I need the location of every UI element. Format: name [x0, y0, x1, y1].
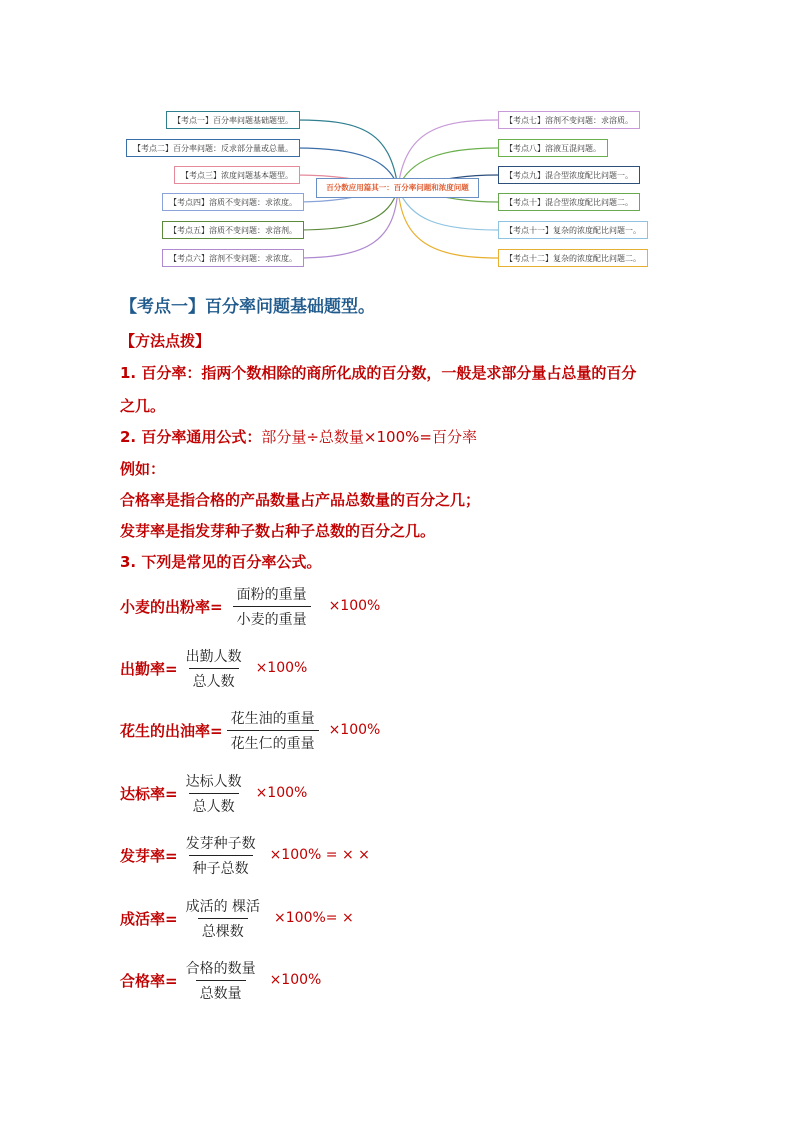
numerator: 发芽种子数	[185, 835, 256, 852]
point-1-line-2: 之几。	[120, 397, 166, 415]
mindmap-center-node: 百分数应用篇其一：百分率问题和浓度问题	[316, 178, 479, 198]
mindmap-node-left-5: 【考点五】溶质不变问题：求溶剂。	[162, 221, 304, 239]
formula-label: 合格率=	[120, 971, 178, 990]
example-label: 例如：	[120, 460, 166, 478]
mindmap-node-left-3: 【考点三】浓度问题基本题型。	[174, 166, 300, 184]
formula-label: 达标率=	[120, 784, 178, 803]
point-2-prefix: 2. 百分率通用公式：	[120, 428, 262, 446]
mindmap-node-right-6: 【考点十二】复杂的浓度配比问题二。	[498, 249, 648, 267]
formula-survival-rate	[120, 896, 354, 940]
formula-tail: ×100%	[255, 785, 308, 801]
mindmap-node-left-4: 【考点四】溶质不变问题：求浓度。	[162, 193, 304, 211]
point-1-line-1: 1. 百分率：指两个数相除的商所化成的百分数，一般是求部分量占总量的百分	[120, 364, 637, 382]
example-1: 合格率是指合格的产品数量占产品总数量的百分之几；	[120, 491, 481, 509]
fraction	[182, 646, 246, 691]
mindmap-node-left-2: 【考点二】百分率问题：反求部分量或总量。	[126, 139, 300, 157]
formula-standard-rate	[120, 771, 307, 815]
numerator: 合格的数量	[185, 960, 256, 977]
branch-line-right-6	[398, 188, 498, 258]
formula-label: 成活率=	[120, 909, 178, 928]
numerator: 花生油的重量	[230, 710, 315, 727]
fraction	[182, 833, 260, 878]
denominator: 总数量	[196, 980, 246, 1003]
numerator: 达标人数	[185, 773, 242, 790]
numerator: 面粉的重量	[236, 586, 307, 603]
mindmap-node-right-2: 【考点八】溶液互混问题。	[498, 139, 608, 157]
mindmap-node-right-4: 【考点十】混合型浓度配比问题二。	[498, 193, 640, 211]
denominator: 总人数	[189, 793, 239, 816]
denominator: 花生仁的重量	[227, 730, 319, 753]
mindmap-node-right-1: 【考点七】溶剂不变问题：求溶质。	[498, 111, 640, 129]
formula-tail: ×100%	[328, 598, 381, 614]
mindmap-node-left-1: 【考点一】百分率问题基础题型。	[166, 111, 300, 129]
mindmap-node-left-6: 【考点六】溶剂不变问题：求浓度。	[162, 249, 304, 267]
formula-label: 花生的出油率=	[120, 721, 223, 740]
numerator: 出勤人数	[185, 648, 242, 665]
section-title: 【考点一】百分率问题基础题型。	[120, 297, 375, 317]
formula-flour-rate	[120, 584, 380, 628]
denominator: 总棵数	[198, 918, 248, 941]
formula-label: 出勤率=	[120, 659, 178, 678]
formula-pass-rate	[120, 958, 321, 1002]
formula-oil-rate	[120, 708, 380, 752]
point-3: 3. 下列是常见的百分率公式。	[120, 553, 322, 571]
fraction	[233, 584, 311, 629]
formula-tail: ×100%	[255, 660, 308, 676]
fraction	[182, 896, 264, 941]
formula-label: 小麦的出粉率=	[120, 597, 223, 616]
denominator: 种子总数	[189, 855, 253, 878]
formula-attendance-rate	[120, 646, 307, 690]
mind-map-connectors	[0, 0, 794, 300]
formula-label: 发芽率=	[120, 846, 178, 865]
mindmap-node-right-5: 【考点十一】复杂的浓度配比问题一。	[498, 221, 648, 239]
formula-tail: ×100% = × ×	[269, 847, 370, 863]
method-heading: 【方法点拨】	[120, 332, 211, 350]
example-2: 发芽率是指发芽种子数占种子总数的百分之几。	[120, 522, 436, 540]
mindmap-node-right-3: 【考点九】混合型浓度配比问题一。	[498, 166, 640, 184]
formula-germination-rate	[120, 833, 370, 877]
denominator: 小麦的重量	[233, 606, 311, 629]
fraction	[182, 771, 246, 816]
fraction	[182, 958, 260, 1003]
numerator: 成活的 棵活	[185, 898, 261, 915]
point-2-formula: 部分量÷总数量×100%=百分率	[261, 428, 477, 446]
fraction	[227, 708, 319, 753]
formula-tail: ×100%	[269, 972, 322, 988]
formula-tail: ×100%	[328, 722, 381, 738]
denominator: 总人数	[189, 668, 239, 691]
formula-tail: ×100%= ×	[274, 910, 354, 926]
point-2	[120, 426, 477, 447]
